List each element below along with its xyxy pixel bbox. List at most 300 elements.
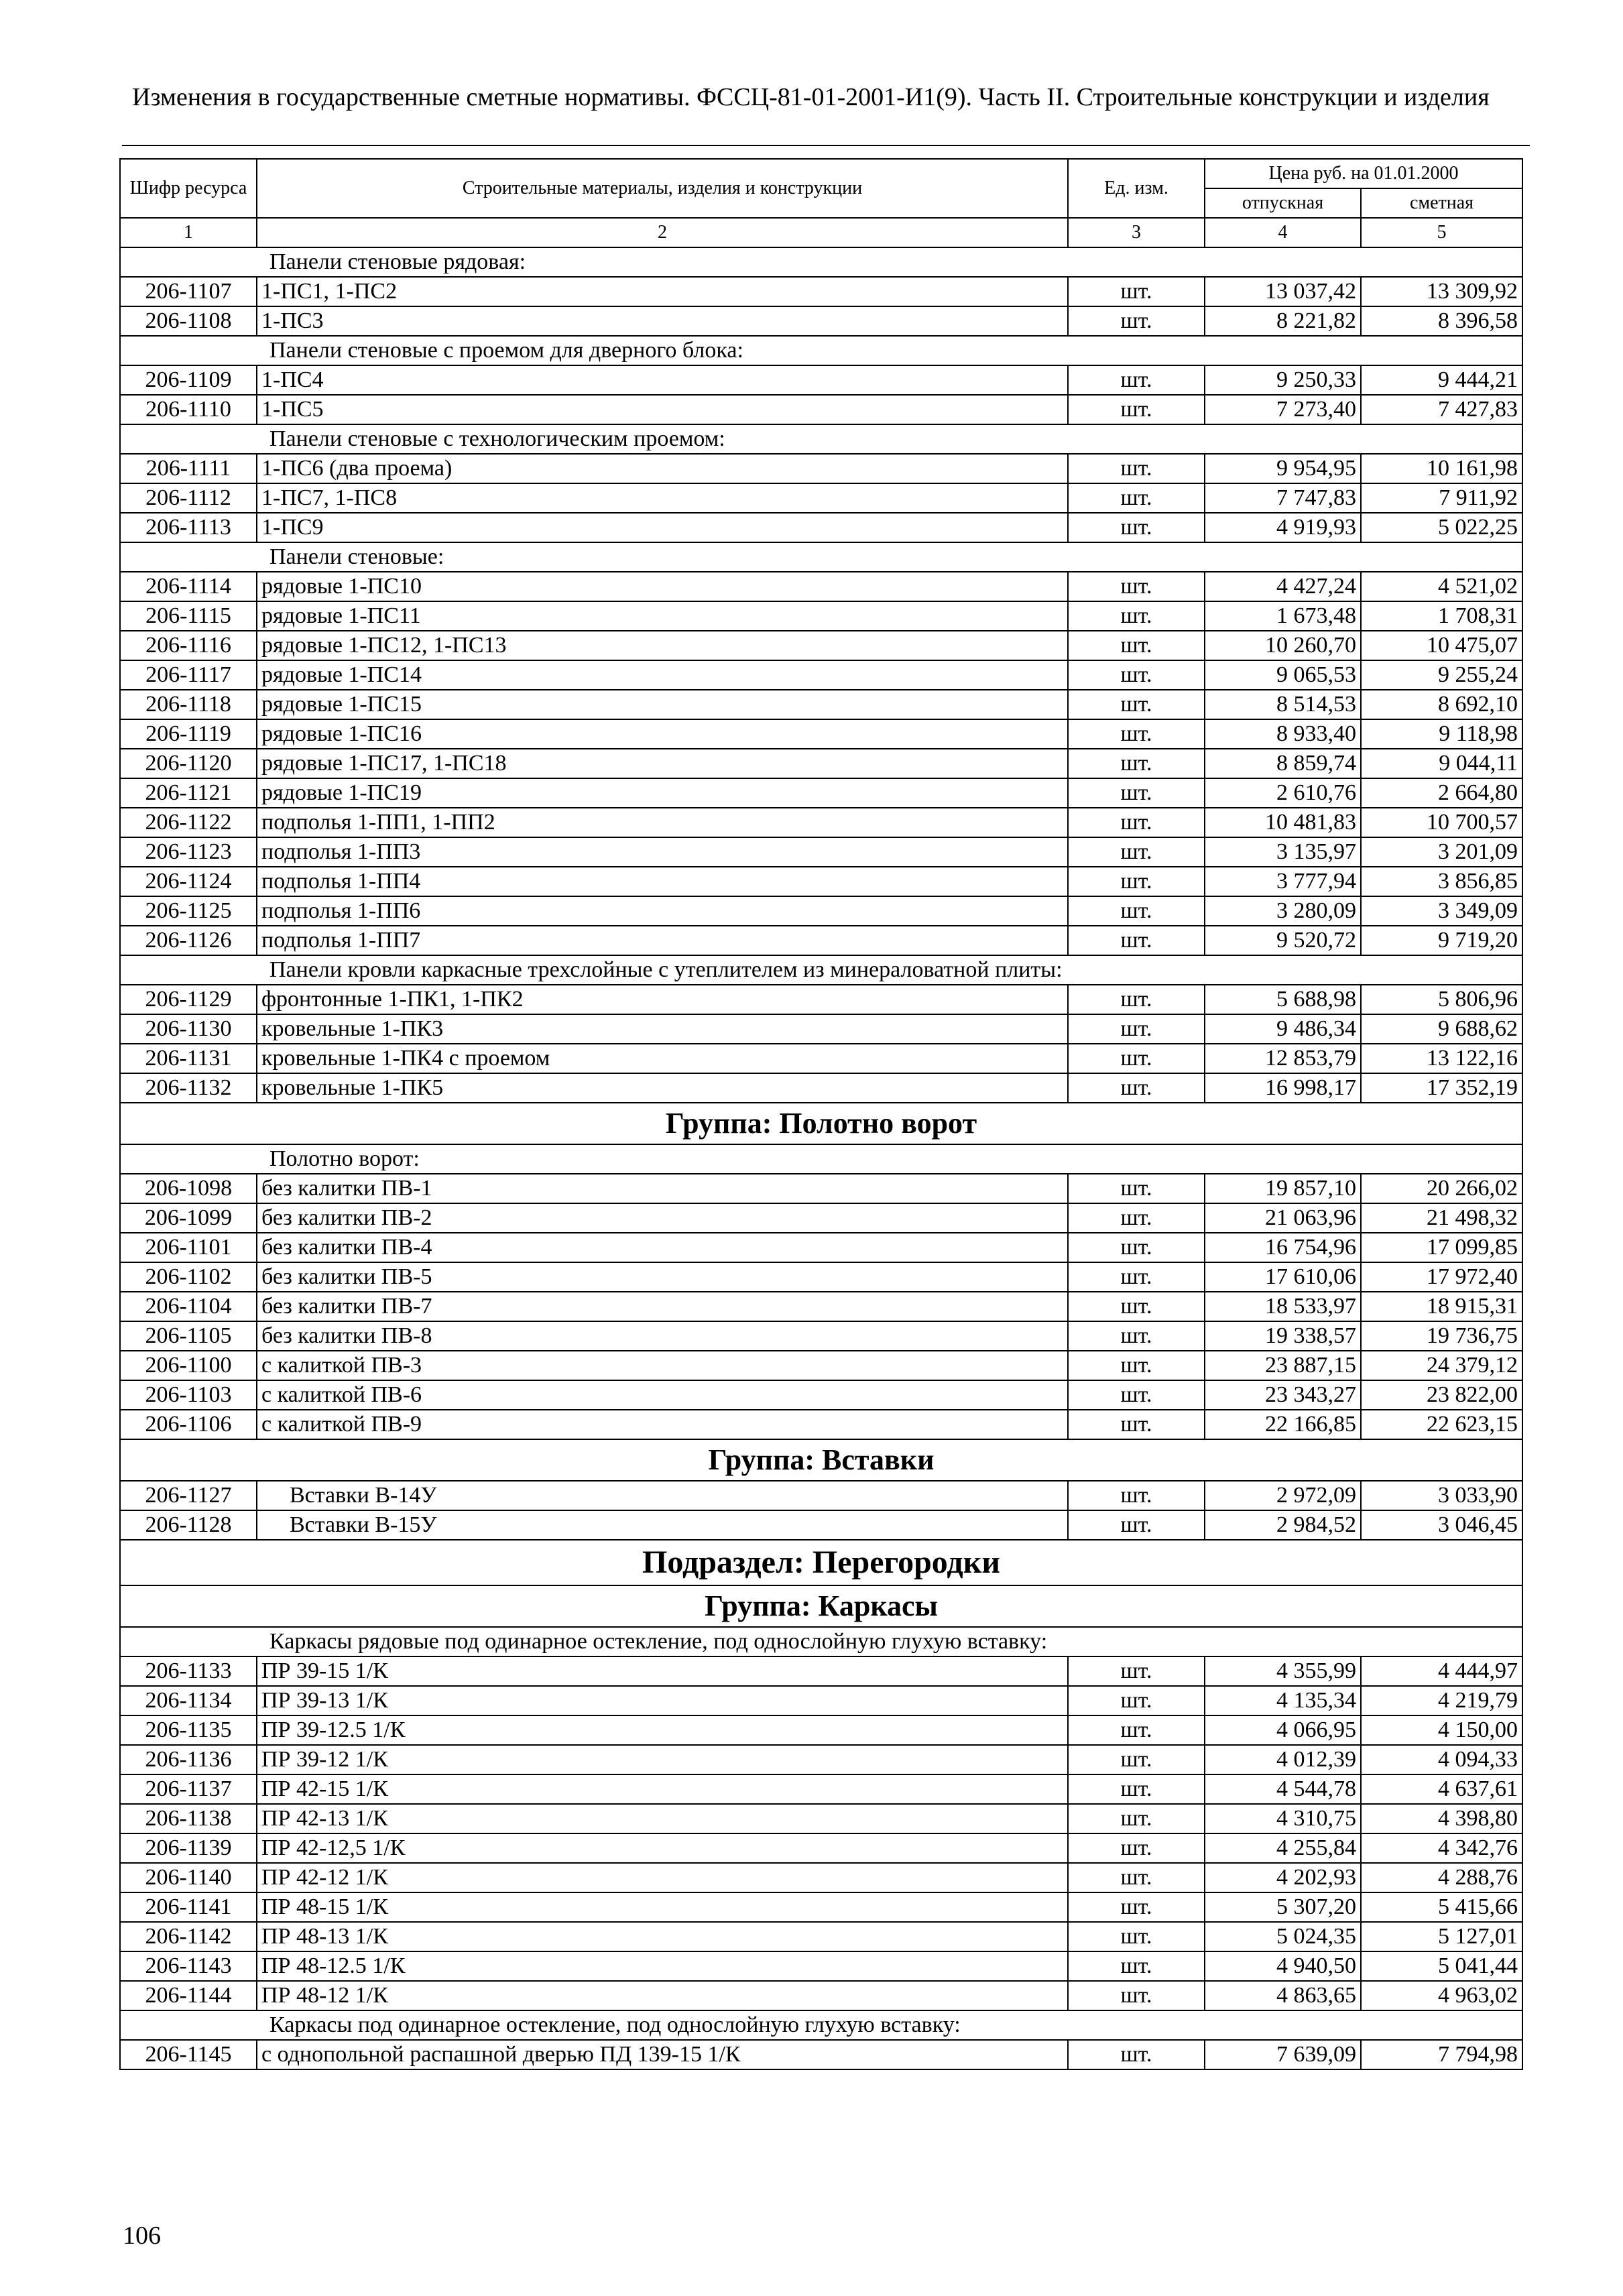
estimate-price: 9 118,98 [1361, 719, 1522, 749]
table-row [120, 985, 1522, 1014]
item-name: рядовые 1-ПС12, 1-ПС13 [257, 631, 1068, 660]
release-price: 2 984,52 [1205, 1510, 1361, 1540]
release-price: 23 887,15 [1205, 1351, 1361, 1380]
unit-of-measure: шт. [1068, 690, 1205, 719]
item-name: ПР 48-15 1/К [257, 1892, 1068, 1922]
release-price: 10 481,83 [1205, 808, 1361, 837]
table-row [120, 1044, 1522, 1073]
table-row [120, 631, 1522, 660]
resource-code: 206-1105 [120, 1321, 257, 1351]
resource-code: 206-1122 [120, 808, 257, 837]
item-name: 1-ПС6 (два проема) [257, 454, 1068, 483]
item-name: без калитки ПВ-5 [257, 1262, 1068, 1292]
item-name: 1-ПС3 [257, 306, 1068, 336]
release-price: 17 610,06 [1205, 1262, 1361, 1292]
estimate-price: 8 692,10 [1361, 690, 1522, 719]
item-name: кровельные 1-ПК3 [257, 1014, 1068, 1044]
estimate-price: 5 806,96 [1361, 985, 1522, 1014]
release-price: 19 338,57 [1205, 1321, 1361, 1351]
unit-of-measure: шт. [1068, 631, 1205, 660]
release-price: 16 998,17 [1205, 1073, 1361, 1103]
release-price: 5 024,35 [1205, 1922, 1361, 1951]
unit-of-measure: шт. [1068, 1922, 1205, 1951]
item-name: без калитки ПВ-1 [257, 1174, 1068, 1203]
resource-code: 206-1115 [120, 601, 257, 631]
section-heading-row [120, 1627, 1522, 1656]
resource-code: 206-1138 [120, 1804, 257, 1833]
estimate-price: 5 041,44 [1361, 1951, 1522, 1981]
unit-of-measure: шт. [1068, 1892, 1205, 1922]
section-heading-row [120, 542, 1522, 572]
unit-of-measure: шт. [1068, 660, 1205, 690]
release-price: 4 355,99 [1205, 1656, 1361, 1686]
unit-of-measure: шт. [1068, 1203, 1205, 1233]
estimate-price: 10 161,98 [1361, 454, 1522, 483]
column-number: 5 [1361, 218, 1522, 247]
release-price: 7 639,09 [1205, 2040, 1361, 2069]
resource-code: 206-1137 [120, 1774, 257, 1804]
unit-of-measure: шт. [1068, 1380, 1205, 1410]
item-name: подполья 1-ПП7 [257, 926, 1068, 955]
estimate-price: 3 349,09 [1361, 896, 1522, 926]
unit-of-measure: шт. [1068, 454, 1205, 483]
section-heading: Панели стеновые: [120, 542, 1522, 572]
estimate-price: 9 719,20 [1361, 926, 1522, 955]
estimate-price: 7 427,83 [1361, 395, 1522, 424]
unit-of-measure: шт. [1068, 1292, 1205, 1321]
release-price: 8 221,82 [1205, 306, 1361, 336]
item-name: рядовые 1-ПС16 [257, 719, 1068, 749]
section-heading: Панели стеновые с технологическим проемом: [120, 424, 1522, 454]
resource-code: 206-1109 [120, 365, 257, 395]
table-row [120, 395, 1522, 424]
resource-code: 206-1129 [120, 985, 257, 1014]
table-row [120, 1981, 1522, 2010]
resource-code: 206-1118 [120, 690, 257, 719]
release-price: 8 933,40 [1205, 719, 1361, 749]
unit-of-measure: шт. [1068, 1863, 1205, 1892]
table-row [120, 1351, 1522, 1380]
page-number: 106 [123, 2222, 161, 2250]
estimate-price: 17 972,40 [1361, 1262, 1522, 1292]
table-row [120, 1203, 1522, 1233]
item-name: с калиткой ПВ-6 [257, 1380, 1068, 1410]
table-row [120, 2040, 1522, 2069]
group-heading-row [120, 1585, 1522, 1627]
resource-code: 206-1144 [120, 1981, 257, 2010]
resource-code: 206-1130 [120, 1014, 257, 1044]
unit-of-measure: шт. [1068, 1321, 1205, 1351]
table-row [120, 1174, 1522, 1203]
resource-code: 206-1133 [120, 1656, 257, 1686]
item-name: с калиткой ПВ-9 [257, 1410, 1068, 1439]
table-row [120, 1380, 1522, 1410]
release-price: 4 427,24 [1205, 572, 1361, 601]
item-name: кровельные 1-ПК4 с проемом [257, 1044, 1068, 1073]
estimate-price: 24 379,12 [1361, 1351, 1522, 1380]
estimate-price: 4 094,33 [1361, 1745, 1522, 1774]
release-price: 23 343,27 [1205, 1380, 1361, 1410]
release-price: 4 940,50 [1205, 1951, 1361, 1981]
estimate-price: 10 475,07 [1361, 631, 1522, 660]
unit-of-measure: шт. [1068, 1410, 1205, 1439]
resource-code: 206-1102 [120, 1262, 257, 1292]
item-name: без калитки ПВ-4 [257, 1233, 1068, 1262]
resource-code: 206-1114 [120, 572, 257, 601]
unit-of-measure: шт. [1068, 1833, 1205, 1863]
table-row [120, 1951, 1522, 1981]
release-price: 8 859,74 [1205, 749, 1361, 778]
item-name: подполья 1-ПП1, 1-ПП2 [257, 808, 1068, 837]
table-row [120, 513, 1522, 542]
estimate-price: 4 963,02 [1361, 1981, 1522, 2010]
section-heading: Панели стеновые с проемом для дверного блока: [120, 336, 1522, 365]
section-heading-row [120, 247, 1522, 277]
table-body [120, 247, 1522, 2069]
estimate-price: 10 700,57 [1361, 808, 1522, 837]
section-heading: Каркасы рядовые под одинарное остекление, под однослойную глухую вставку: [120, 1627, 1522, 1656]
estimate-price: 3 201,09 [1361, 837, 1522, 867]
section-heading: Панели кровли каркасные трехслойные с утеплителем из минераловатной плиты: [120, 955, 1522, 985]
unit-of-measure: шт. [1068, 837, 1205, 867]
unit-of-measure: шт. [1068, 572, 1205, 601]
release-price: 16 754,96 [1205, 1233, 1361, 1262]
estimate-price: 4 150,00 [1361, 1715, 1522, 1745]
release-price: 18 533,97 [1205, 1292, 1361, 1321]
estimate-price: 7 794,98 [1361, 2040, 1522, 2069]
section-heading-row [120, 336, 1522, 365]
resource-code: 206-1135 [120, 1715, 257, 1745]
item-name: ПР 42-15 1/К [257, 1774, 1068, 1804]
unit-of-measure: шт. [1068, 601, 1205, 631]
table-row [120, 896, 1522, 926]
table-row [120, 1262, 1522, 1292]
table-row [120, 1892, 1522, 1922]
item-name: рядовые 1-ПС11 [257, 601, 1068, 631]
unit-of-measure: шт. [1068, 1745, 1205, 1774]
resource-code: 206-1142 [120, 1922, 257, 1951]
column-number-row [120, 218, 1522, 247]
estimate-price: 13 122,16 [1361, 1044, 1522, 1073]
resource-code: 206-1132 [120, 1073, 257, 1103]
estimate-price: 4 219,79 [1361, 1686, 1522, 1715]
release-price: 3 280,09 [1205, 896, 1361, 926]
item-name: ПР 48-13 1/К [257, 1922, 1068, 1951]
release-price: 4 544,78 [1205, 1774, 1361, 1804]
resource-code: 206-1116 [120, 631, 257, 660]
table-row [120, 1745, 1522, 1774]
unit-of-measure: шт. [1068, 1804, 1205, 1833]
table-row [120, 572, 1522, 601]
estimate-price: 4 288,76 [1361, 1863, 1522, 1892]
release-price: 19 857,10 [1205, 1174, 1361, 1203]
release-price: 4 066,95 [1205, 1715, 1361, 1745]
item-name: без калитки ПВ-8 [257, 1321, 1068, 1351]
resource-code: 206-1120 [120, 749, 257, 778]
resource-code: 206-1124 [120, 867, 257, 896]
release-price: 4 135,34 [1205, 1686, 1361, 1715]
title-divider [122, 145, 1530, 146]
table-row [120, 1774, 1522, 1804]
group-heading: Группа: Каркасы [120, 1585, 1522, 1627]
unit-of-measure: шт. [1068, 749, 1205, 778]
estimate-price: 17 352,19 [1361, 1073, 1522, 1103]
release-price: 4 255,84 [1205, 1833, 1361, 1863]
resource-code: 206-1131 [120, 1044, 257, 1073]
resource-code: 206-1107 [120, 277, 257, 306]
subsection-heading-row [120, 1540, 1522, 1585]
unit-of-measure: шт. [1068, 483, 1205, 513]
unit-of-measure: шт. [1068, 513, 1205, 542]
estimate-price: 4 342,76 [1361, 1833, 1522, 1863]
unit-of-measure: шт. [1068, 1951, 1205, 1981]
item-name: рядовые 1-ПС17, 1-ПС18 [257, 749, 1068, 778]
column-number: 4 [1205, 218, 1361, 247]
unit-of-measure: шт. [1068, 1715, 1205, 1745]
item-name: ПР 42-12 1/К [257, 1863, 1068, 1892]
unit-of-measure: шт. [1068, 306, 1205, 336]
unit-of-measure: шт. [1068, 778, 1205, 808]
header-unit: Ед. изм. [1068, 159, 1205, 218]
column-number: 1 [120, 218, 257, 247]
resource-code: 206-1128 [120, 1510, 257, 1540]
estimate-price: 7 911,92 [1361, 483, 1522, 513]
item-name: ПР 39-15 1/К [257, 1656, 1068, 1686]
release-price: 9 954,95 [1205, 454, 1361, 483]
estimate-price: 5 022,25 [1361, 513, 1522, 542]
table-row [120, 1686, 1522, 1715]
section-heading: Панели стеновые рядовая: [120, 247, 1522, 277]
item-name: 1-ПС5 [257, 395, 1068, 424]
table-row [120, 1014, 1522, 1044]
resource-code: 206-1141 [120, 1892, 257, 1922]
table-row [120, 601, 1522, 631]
resource-code: 206-1098 [120, 1174, 257, 1203]
item-name: подполья 1-ПП3 [257, 837, 1068, 867]
resource-code: 206-1139 [120, 1833, 257, 1863]
estimate-price: 1 708,31 [1361, 601, 1522, 631]
item-name: с однопольной распашной дверью ПД 139-15 1/К [257, 2040, 1068, 2069]
table-row [120, 926, 1522, 955]
item-name: подполья 1-ПП4 [257, 867, 1068, 896]
resource-code: 206-1100 [120, 1351, 257, 1380]
unit-of-measure: шт. [1068, 1481, 1205, 1510]
release-price: 9 250,33 [1205, 365, 1361, 395]
item-name: 1-ПС1, 1-ПС2 [257, 277, 1068, 306]
release-price: 1 673,48 [1205, 601, 1361, 631]
table-row [120, 749, 1522, 778]
item-name: рядовые 1-ПС19 [257, 778, 1068, 808]
table-row [120, 1922, 1522, 1951]
resource-code: 206-1104 [120, 1292, 257, 1321]
unit-of-measure: шт. [1068, 1686, 1205, 1715]
item-name: с калиткой ПВ-3 [257, 1351, 1068, 1380]
table-row [120, 808, 1522, 837]
estimate-price: 4 521,02 [1361, 572, 1522, 601]
item-name: без калитки ПВ-7 [257, 1292, 1068, 1321]
table-row [120, 1715, 1522, 1745]
item-name: 1-ПС9 [257, 513, 1068, 542]
resource-code: 206-1101 [120, 1233, 257, 1262]
section-heading: Полотно ворот: [120, 1144, 1522, 1174]
release-price: 12 853,79 [1205, 1044, 1361, 1073]
table-row [120, 1510, 1522, 1540]
unit-of-measure: шт. [1068, 1174, 1205, 1203]
item-name: ПР 39-12 1/К [257, 1745, 1068, 1774]
group-heading: Группа: Полотно ворот [120, 1103, 1522, 1144]
column-number: 2 [257, 218, 1068, 247]
release-price: 8 514,53 [1205, 690, 1361, 719]
item-name: фронтонные 1-ПК1, 1-ПК2 [257, 985, 1068, 1014]
group-heading-row [120, 1439, 1522, 1481]
item-name: 1-ПС7, 1-ПС8 [257, 483, 1068, 513]
resource-code: 206-1113 [120, 513, 257, 542]
item-name: ПР 39-13 1/К [257, 1686, 1068, 1715]
table-row [120, 778, 1522, 808]
price-table [119, 158, 1523, 2070]
unit-of-measure: шт. [1068, 395, 1205, 424]
unit-of-measure: шт. [1068, 1262, 1205, 1292]
unit-of-measure: шт. [1068, 1351, 1205, 1380]
unit-of-measure: шт. [1068, 277, 1205, 306]
release-price: 21 063,96 [1205, 1203, 1361, 1233]
group-heading: Группа: Вставки [120, 1439, 1522, 1481]
table-row [120, 1863, 1522, 1892]
estimate-price: 8 396,58 [1361, 306, 1522, 336]
unit-of-measure: шт. [1068, 1073, 1205, 1103]
unit-of-measure: шт. [1068, 1044, 1205, 1073]
resource-code: 206-1121 [120, 778, 257, 808]
release-price: 4 012,39 [1205, 1745, 1361, 1774]
table-row [120, 867, 1522, 896]
item-name: ПР 39-12.5 1/К [257, 1715, 1068, 1745]
estimate-price: 23 822,00 [1361, 1380, 1522, 1410]
item-name: Вставки В-15У [257, 1510, 1068, 1540]
estimate-price: 3 033,90 [1361, 1481, 1522, 1510]
resource-code: 206-1106 [120, 1410, 257, 1439]
table-row [120, 483, 1522, 513]
release-price: 9 065,53 [1205, 660, 1361, 690]
release-price: 4 863,65 [1205, 1981, 1361, 2010]
header-name: Строительные материалы, изделия и конструкции [257, 159, 1068, 218]
estimate-price: 4 398,80 [1361, 1804, 1522, 1833]
item-name: Вставки В-14У [257, 1481, 1068, 1510]
estimate-price: 9 044,11 [1361, 749, 1522, 778]
unit-of-measure: шт. [1068, 1656, 1205, 1686]
unit-of-measure: шт. [1068, 1233, 1205, 1262]
document-title: Изменения в государственные сметные нормативы. ФССЦ-81-01-2001-И1(9). Часть II. Строительные конструкции и изделия [132, 83, 1490, 111]
header-release-price: отпускная [1205, 188, 1361, 218]
table-row [120, 719, 1522, 749]
estimate-price: 9 688,62 [1361, 1014, 1522, 1044]
release-price: 22 166,85 [1205, 1410, 1361, 1439]
unit-of-measure: шт. [1068, 1014, 1205, 1044]
unit-of-measure: шт. [1068, 1774, 1205, 1804]
unit-of-measure: шт. [1068, 1510, 1205, 1540]
estimate-price: 5 127,01 [1361, 1922, 1522, 1951]
resource-code: 206-1140 [120, 1863, 257, 1892]
unit-of-measure: шт. [1068, 808, 1205, 837]
release-price: 4 919,93 [1205, 513, 1361, 542]
table-row [120, 1833, 1522, 1863]
header-code: Шифр ресурса [120, 159, 257, 218]
resource-code: 206-1111 [120, 454, 257, 483]
column-number: 3 [1068, 218, 1205, 247]
release-price: 9 520,72 [1205, 926, 1361, 955]
estimate-price: 2 664,80 [1361, 778, 1522, 808]
section-heading-row [120, 1144, 1522, 1174]
table-row [120, 1073, 1522, 1103]
unit-of-measure: шт. [1068, 365, 1205, 395]
item-name: подполья 1-ПП6 [257, 896, 1068, 926]
group-heading-row [120, 1103, 1522, 1144]
item-name: ПР 48-12.5 1/К [257, 1951, 1068, 1981]
resource-code: 206-1108 [120, 306, 257, 336]
release-price: 3 135,97 [1205, 837, 1361, 867]
release-price: 5 688,98 [1205, 985, 1361, 1014]
unit-of-measure: шт. [1068, 867, 1205, 896]
resource-code: 206-1123 [120, 837, 257, 867]
estimate-price: 19 736,75 [1361, 1321, 1522, 1351]
resource-code: 206-1112 [120, 483, 257, 513]
release-price: 2 972,09 [1205, 1481, 1361, 1510]
estimate-price: 9 444,21 [1361, 365, 1522, 395]
item-name: рядовые 1-ПС10 [257, 572, 1068, 601]
table-row [120, 277, 1522, 306]
table-row [120, 1410, 1522, 1439]
table-row [120, 690, 1522, 719]
unit-of-measure: шт. [1068, 1981, 1205, 2010]
release-price: 10 260,70 [1205, 631, 1361, 660]
item-name: ПР 42-12,5 1/К [257, 1833, 1068, 1863]
item-name: 1-ПС4 [257, 365, 1068, 395]
estimate-price: 5 415,66 [1361, 1892, 1522, 1922]
table-row [120, 1292, 1522, 1321]
estimate-price: 13 309,92 [1361, 277, 1522, 306]
release-price: 9 486,34 [1205, 1014, 1361, 1044]
release-price: 13 037,42 [1205, 277, 1361, 306]
table-row [120, 454, 1522, 483]
section-heading-row [120, 424, 1522, 454]
resource-code: 206-1143 [120, 1951, 257, 1981]
unit-of-measure: шт. [1068, 985, 1205, 1014]
section-heading-row [120, 2010, 1522, 2040]
resource-code: 206-1119 [120, 719, 257, 749]
resource-code: 206-1134 [120, 1686, 257, 1715]
section-heading-row [120, 955, 1522, 985]
table-row [120, 660, 1522, 690]
estimate-price: 3 046,45 [1361, 1510, 1522, 1540]
resource-code: 206-1136 [120, 1745, 257, 1774]
resource-code: 206-1117 [120, 660, 257, 690]
header-price: Цена руб. на 01.01.2000 [1205, 159, 1522, 188]
estimate-price: 21 498,32 [1361, 1203, 1522, 1233]
table-row [120, 837, 1522, 867]
header-estimate-price: сметная [1361, 188, 1522, 218]
estimate-price: 20 266,02 [1361, 1174, 1522, 1203]
estimate-price: 4 444,97 [1361, 1656, 1522, 1686]
item-name: ПР 42-13 1/К [257, 1804, 1068, 1833]
release-price: 3 777,94 [1205, 867, 1361, 896]
subsection-heading: Подраздел: Перегородки [120, 1540, 1522, 1585]
resource-code: 206-1110 [120, 395, 257, 424]
table-row [120, 306, 1522, 336]
resource-code: 206-1125 [120, 896, 257, 926]
unit-of-measure: шт. [1068, 719, 1205, 749]
item-name: рядовые 1-ПС14 [257, 660, 1068, 690]
release-price: 4 202,93 [1205, 1863, 1361, 1892]
estimate-price: 3 856,85 [1361, 867, 1522, 896]
